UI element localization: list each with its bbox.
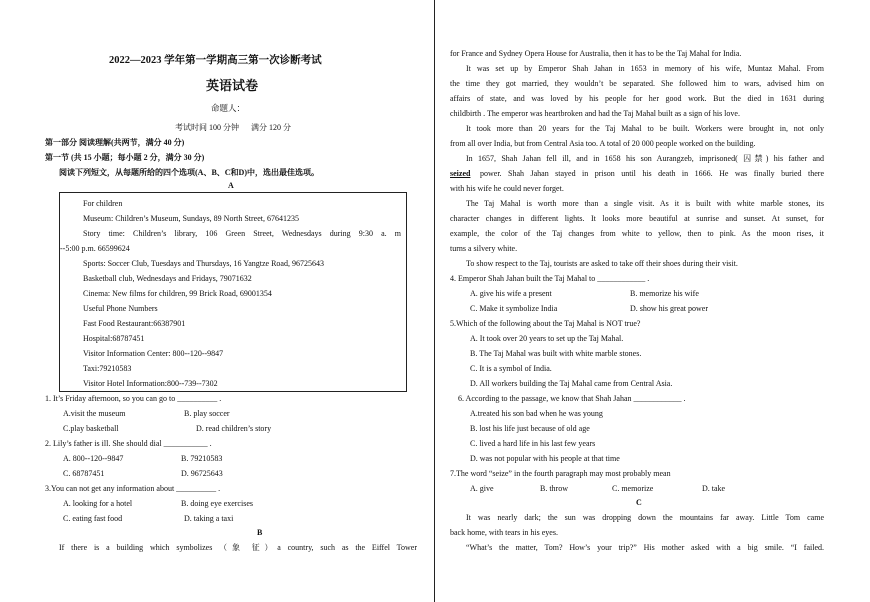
part1-heading: 第一部分 阅读理解(共两节，满分 40 分) xyxy=(45,138,185,147)
passage-b-line: To show respect to the Taj, tourists are asked to take off their shoes during their visit. xyxy=(466,259,738,268)
box-line: Hospital:68787451 xyxy=(83,334,145,343)
passage-b-line: example, the color of the Taj changes from white to yellow, then to pink. As the moon rises, it xyxy=(450,229,824,238)
option: B. 79210583 xyxy=(181,454,223,463)
option: A.visit the museum xyxy=(63,409,126,418)
passage-c-line: It was nearly dark; the sun was dropping down the mountains far away. Little Tom came xyxy=(466,513,824,522)
section1-heading: 第一节 (共 15 小题；每小题 2 分，满分 30 分) xyxy=(45,153,205,162)
option: B. lost his life just because of old age xyxy=(470,424,590,433)
option: D. All workers building the Taj Mahal came from Central Asia. xyxy=(470,379,673,388)
passage-c-line: back home, with tears in his eyes. xyxy=(450,528,558,537)
passage-b-label: B xyxy=(257,528,263,537)
option: B. play soccer xyxy=(184,409,230,418)
passage-b-line: character changes in different lights. It looks more beautiful at sunrise and sunset. At sunset, for xyxy=(450,214,824,223)
passage-a-label: A xyxy=(228,181,234,190)
passage-b-line: The Taj Mahal is worth more than a single visit. As it is built with white marble stones, its xyxy=(466,199,824,208)
exam-time-score: 考试时间 100 分钟 满分 120 分 xyxy=(175,123,291,132)
question-stem: 1. It’s Friday afternoon, so you can go to __________ . xyxy=(45,394,222,403)
box-line: Visitor Hotel Information:800--739--7302 xyxy=(83,379,218,388)
option: D. take xyxy=(702,484,726,493)
option: C.play basketball xyxy=(63,424,119,433)
passage-b-line: It was set up by Emperor Shah Jahan in 1653 in memory of his wife, Muntaz Mahal. From xyxy=(466,64,824,73)
passage-b-line: the time they got married, they wouldn’t be separated. She followed him to wars, advised him on xyxy=(450,79,824,88)
box-line: Sports: Soccer Club, Tuesdays and Thursdays, 16 Yangtze Road, 96725643 xyxy=(83,259,324,268)
box-line: Visitor Information Center: 800--120--9847 xyxy=(83,349,224,358)
option: D. read children’s story xyxy=(196,424,272,433)
option: B. memorize his wife xyxy=(630,289,699,298)
passage-b-line: It took more than 20 years for the Taj Mahal to be built. Workers were brought in, not only xyxy=(466,124,824,133)
exam-title: 2022—2023 学年第一学期高三第一次诊断考试 xyxy=(109,55,322,66)
option: B. throw xyxy=(540,484,568,493)
box-line: Museum: Children’s Museum, Sundays, 89 North Street, 67641235 xyxy=(83,214,299,223)
question-stem: 2. Lily’s father is ill. She should dial ___________ . xyxy=(45,439,212,448)
option: D. 96725643 xyxy=(181,469,223,478)
option: C. memorize xyxy=(612,484,654,493)
passage-a-box xyxy=(59,192,407,392)
column-divider xyxy=(434,0,435,602)
option: A. 800--120--9847 xyxy=(63,454,124,463)
passage-c-line: “What’s the matter, Tom? How’s your trip?” His mother asked with a big smile. “I failed. xyxy=(466,543,824,552)
question-stem: 6. According to the passage, we know that Shah Jahan ____________ . xyxy=(458,394,686,403)
option: A. It took over 20 years to set up the Taj Mahal. xyxy=(470,334,624,343)
passage-b-line: from all over India, but from Central Asia too. A total of 20 000 people worked on the building. xyxy=(450,139,756,148)
box-line: Useful Phone Numbers xyxy=(83,304,158,313)
box-line: For children xyxy=(83,199,123,208)
option: A. give xyxy=(470,484,494,493)
setter-label: 命题人： xyxy=(211,103,246,113)
subject-title: 英语试卷 xyxy=(206,78,259,93)
option: D. show his great power xyxy=(630,304,708,313)
passage-b-line: for France and Sydney Opera House for Australia, then it has to be the Taj Mahal for India. xyxy=(450,49,742,58)
section1-instruction: 阅读下列短文，从每题所给的四个选项(A、B、C和D)中，选出最佳选项。 xyxy=(59,168,319,177)
question-stem: 7.The word “seize” in the fourth paragraph may most probably mean xyxy=(450,469,671,478)
passage-b-line: childbirth . The emperor was heartbroken and had the Taj Mahal built as a sign of his love. xyxy=(450,109,740,118)
option: C. lived a hard life in his last few years xyxy=(470,439,596,448)
box-line: --5:00 p.m. 66599624 xyxy=(60,244,130,253)
option: A. looking for a hotel xyxy=(63,499,133,508)
question-stem: 5.Which of the following about the Taj Mahal is NOT true? xyxy=(450,319,641,328)
option: B. The Taj Mahal was built with white marble stones. xyxy=(470,349,642,358)
seized-word: seized xyxy=(450,169,471,178)
passage-b-line: affairs of state, and was loved by his people for her good work. But the died in 1631 during xyxy=(450,94,824,103)
box-line: Basketball club, Wednesdays and Fridays, 79071632 xyxy=(83,274,252,283)
question-stem: 4. Emperor Shah Jahan built the Taj Mahal to ____________ . xyxy=(450,274,650,283)
passage-c-label: C xyxy=(636,498,642,507)
option: C. eating fast food xyxy=(63,514,123,523)
box-line: Cinema: New films for children, 99 Brick Road, 69001354 xyxy=(83,289,272,298)
option: C. Make it symbolize India xyxy=(470,304,558,313)
passage-b-line: power. Shah Jahan stayed in prison until his death in 1666. He was finally buried there xyxy=(480,169,824,178)
option: C. 68787451 xyxy=(63,469,105,478)
option: D. taking a taxi xyxy=(184,514,234,523)
passage-b-line: with his wife he could never forget. xyxy=(450,184,564,193)
question-stem: 3.You can not get any information about __________ . xyxy=(45,484,221,493)
passage-b-line: In 1657, Shah Jahan fell ill, and in 1658 his son Aurangzeb, imprisoned( 囚禁) his father and xyxy=(466,154,824,163)
option: A.treated his son bad when he was young xyxy=(470,409,603,418)
passage-b-first-line: If there is a building which symbolizes （象 征）a country, such as the Eiffel Tower xyxy=(59,543,417,552)
box-line: Fast Food Restaurant:66387901 xyxy=(83,319,186,328)
option: B. doing eye exercises xyxy=(181,499,253,508)
passage-b-line: turns a silvery white. xyxy=(450,244,518,253)
option: D. was not popular with his people at that time xyxy=(470,454,620,463)
option: C. It is a symbol of India. xyxy=(470,364,552,373)
option: A. give his wife a present xyxy=(470,289,552,298)
box-line: Taxi:79210583 xyxy=(83,364,132,373)
box-line: Story time: Children’s library, 106 Green Street, Wednesdays during 9:30 a. m xyxy=(83,229,401,238)
